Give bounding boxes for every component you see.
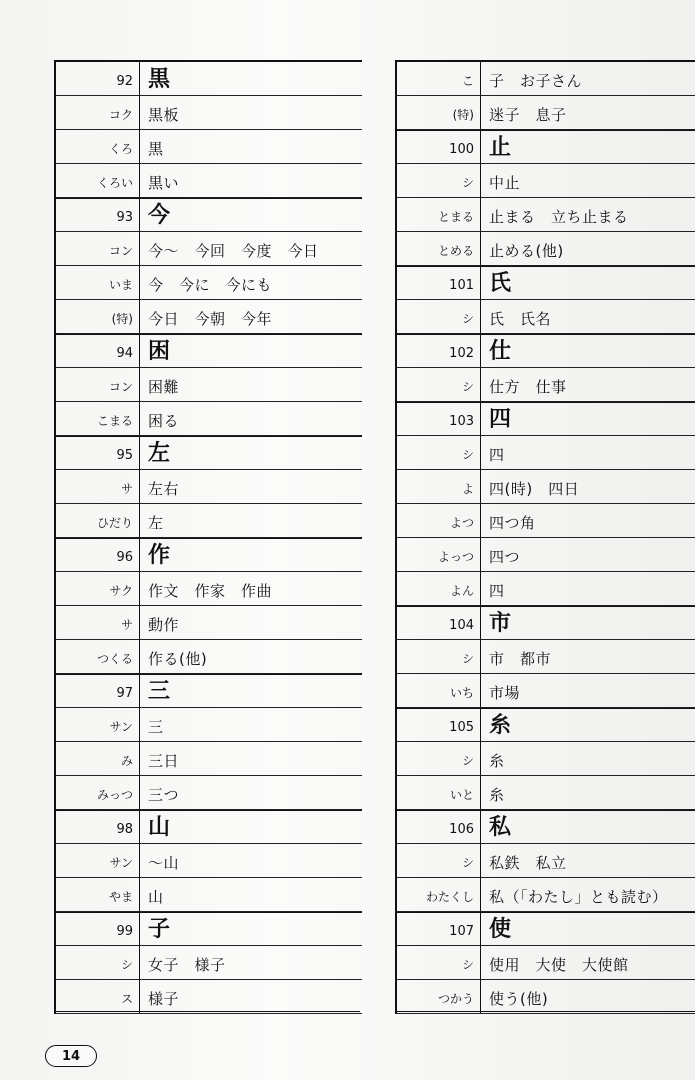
kanji-number: 104 [397,607,481,639]
example-words: 今～ 今回 今度 今日 [148,242,319,260]
kanji-character: 山 [148,814,171,840]
right-kanji-table [395,60,695,1014]
example-words: 今 今に 今にも [148,276,273,294]
reading-row [56,164,362,198]
reading-row [397,640,695,674]
left-table-bottom-rule [54,1011,360,1012]
example-words: 左 [148,514,164,532]
kanji-entry-header [397,708,695,742]
kanji-reading: つかう [397,980,481,1013]
example-words: 糸 [489,752,505,770]
kanji-character: 氏 [489,270,512,296]
example-words: 止める(他) [489,242,564,260]
kanji-reading: シ [397,946,481,979]
example-words: 困る [148,412,180,430]
kanji-number: 102 [397,335,481,367]
kanji-entry-header [56,334,362,368]
kanji-reading: ス [56,980,140,1013]
kanji-reading: サ [56,470,140,503]
kanji-entry-header [56,538,362,572]
example-words: 迷子 息子 [489,106,567,124]
kanji-reading: みっつ [56,776,140,809]
kanji-reading: こ [397,62,481,95]
reading-row [56,844,362,878]
kanji-reading: とまる [397,198,481,231]
reading-row [397,300,695,334]
kanji-number: 95 [56,437,140,469]
example-words: 四 [489,446,505,464]
example-words: 黒い [148,174,180,192]
kanji-character: 糸 [489,712,512,738]
kanji-number: 96 [56,539,140,571]
reading-row [56,300,362,334]
kanji-reading: シ [397,368,481,401]
example-words: 作文 作家 作曲 [148,582,273,600]
kanji-number: 103 [397,403,481,435]
kanji-number: 107 [397,913,481,945]
reading-row [397,504,695,538]
kanji-entry-header [56,62,362,96]
example-words: 左右 [148,480,180,498]
reading-row [56,776,362,810]
reading-row [397,742,695,776]
kanji-reading: こまる [56,402,140,435]
example-words: 三つ [148,786,180,804]
kanji-reading: わたくし [397,878,481,911]
example-words: 四つ角 [489,514,536,532]
kanji-character: 困 [148,338,171,364]
example-words: 様子 [148,990,180,1008]
reading-row [397,198,695,232]
example-words: 子 お子さん [489,72,583,90]
kanji-character: 仕 [489,338,512,364]
kanji-character: 作 [148,542,171,568]
kanji-entry-header [397,606,695,640]
kanji-reading: よん [397,572,481,605]
kanji-number: 94 [56,335,140,367]
reading-row [397,572,695,606]
example-words: 四(時) 四日 [489,480,580,498]
kanji-character: 四 [489,406,512,432]
kanji-reading: シ [397,164,481,197]
example-words: ～山 [148,854,180,872]
kanji-reading: よつ [397,504,481,537]
kanji-reading: サン [56,844,140,877]
kanji-entry-header [56,198,362,232]
kanji-number: 98 [56,811,140,843]
kanji-reading: み [56,742,140,775]
reading-row [397,368,695,402]
kanji-reading: よっつ [397,538,481,571]
kanji-entry-header [397,402,695,436]
reading-row [56,606,362,640]
kanji-reading: シ [56,946,140,979]
reading-row [397,96,695,130]
kanji-reading: いち [397,674,481,707]
reading-row [56,742,362,776]
kanji-reading: (特) [397,96,481,129]
example-words: 仕方 仕事 [489,378,567,396]
kanji-entry-header [397,334,695,368]
reading-row [397,164,695,198]
example-words: 市場 [489,684,521,702]
kanji-character: 今 [148,202,171,228]
kanji-entry-header [397,130,695,164]
kanji-character: 黒 [148,66,171,92]
reading-row [397,232,695,266]
reading-row [56,504,362,538]
kanji-number: 101 [397,267,481,299]
example-words: 使用 大使 大使館 [489,956,629,974]
reading-row [397,844,695,878]
reading-row [56,640,362,674]
kanji-reading: くろい [56,164,140,197]
kanji-character: 使 [489,916,512,942]
example-words: 四 [489,582,505,600]
kanji-entry-header [397,912,695,946]
example-words: 作る(他) [148,650,208,668]
kanji-number: 92 [56,62,140,95]
example-words: 私鉄 私立 [489,854,567,872]
kanji-reading: シ [397,300,481,333]
kanji-entry-header [397,810,695,844]
reading-row [397,436,695,470]
example-words: 止まる 立ち止まる [489,208,629,226]
kanji-reading: コン [56,368,140,401]
kanji-reading: いま [56,266,140,299]
kanji-reading: シ [397,742,481,775]
reading-row [397,674,695,708]
example-words: 使う(他) [489,990,549,1008]
reading-row [56,266,362,300]
example-words: 中止 [489,174,521,192]
kanji-reading: シ [397,640,481,673]
example-words: 市 都市 [489,650,552,668]
kanji-character: 市 [489,610,512,636]
kanji-entry-header [56,810,362,844]
example-words: 山 [148,888,164,906]
example-words: 動作 [148,616,180,634]
example-words: 黒 [148,140,164,158]
kanji-number: 97 [56,675,140,707]
kanji-reading: ひだり [56,504,140,537]
kanji-number: 106 [397,811,481,843]
reading-row [397,980,695,1014]
kanji-reading: とめる [397,232,481,265]
reading-row [56,946,362,980]
example-words: 三日 [148,752,180,770]
reading-row [56,96,362,130]
reading-row [56,572,362,606]
kanji-reading: サク [56,572,140,605]
kanji-character: 三 [148,678,171,704]
kanji-number: 100 [397,131,481,163]
kanji-reading: コク [56,96,140,129]
example-words: 四つ [489,548,521,566]
kanji-character: 私 [489,814,512,840]
reading-row [56,368,362,402]
reading-row [56,878,362,912]
kanji-reading: いと [397,776,481,809]
kanji-reading: シ [397,436,481,469]
reading-row [56,402,362,436]
reading-row [397,538,695,572]
kanji-reading: コン [56,232,140,265]
reading-row [56,708,362,742]
kanji-entry-header [56,436,362,470]
reading-row [56,232,362,266]
kanji-entry-header [56,674,362,708]
example-words: 糸 [489,786,505,804]
kanji-entry-header [56,912,362,946]
reading-row [397,776,695,810]
reading-row [56,980,362,1014]
reading-row [56,470,362,504]
reading-row [397,878,695,912]
example-words: 困難 [148,378,180,396]
example-words: 女子 様子 [148,956,226,974]
reading-row [397,62,695,96]
page-number: 14 [45,1045,97,1067]
kanji-reading: よ [397,470,481,503]
kanji-reading: サン [56,708,140,741]
example-words: 氏 氏名 [489,310,552,328]
left-kanji-table [54,60,362,1014]
example-words: 今日 今朝 今年 [148,310,273,328]
kanji-character: 子 [148,916,171,942]
kanji-character: 左 [148,440,171,466]
kanji-reading: つくる [56,640,140,673]
example-words: 私（「わたし」とも読む） [489,888,668,906]
kanji-number: 93 [56,199,140,231]
right-table-bottom-rule [395,1011,695,1012]
kanji-reading: やま [56,878,140,911]
kanji-reading: シ [397,844,481,877]
reading-row [397,470,695,504]
kanji-reading: くろ [56,130,140,163]
kanji-character: 止 [489,134,512,160]
kanji-number: 105 [397,709,481,741]
kanji-entry-header [397,266,695,300]
reading-row [56,130,362,164]
kanji-reading: (特) [56,300,140,333]
example-words: 黒板 [148,106,180,124]
example-words: 三 [148,718,164,736]
reading-row [397,946,695,980]
kanji-number: 99 [56,913,140,945]
kanji-reading: サ [56,606,140,639]
